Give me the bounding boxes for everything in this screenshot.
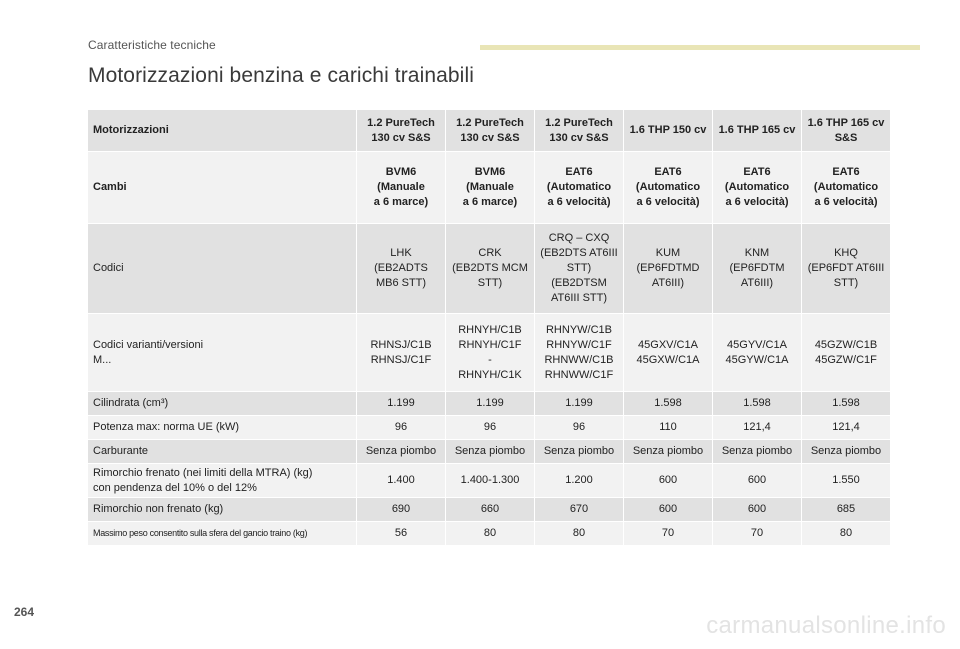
table-cell: Senza piombo [713, 440, 802, 464]
table-cell: 1.200 [535, 464, 624, 498]
table-cell: 45GZW/C1B 45GZW/C1F [802, 314, 891, 392]
table-cell: 110 [624, 416, 713, 440]
table-cell: 1.598 [624, 392, 713, 416]
table-cell: 600 [713, 498, 802, 522]
table-cell: Senza piombo [624, 440, 713, 464]
row-label: Rimorchio frenato (nei limiti della MTRA) (kg) con pendenza del 10% o del 12% [88, 464, 357, 498]
table-row [88, 416, 891, 440]
table-cell: 45GXV/C1A 45GXW/C1A [624, 314, 713, 392]
table-cell: RHNYW/C1B RHNYW/C1F RHNWW/C1B RHNWW/C1F [535, 314, 624, 392]
table-cell: RHNSJ/C1B RHNSJ/C1F [357, 314, 446, 392]
table-cell: CRK (EB2DTS MCM STT) [446, 224, 535, 314]
table-cell: EAT6 (Automatico a 6 velocità) [713, 152, 802, 224]
table-cell: 1.2 PureTech 130 cv S&S [535, 110, 624, 152]
table-cell: LHK (EB2ADTS MB6 STT) [357, 224, 446, 314]
table-cell: CRQ – CXQ (EB2DTS AT6III STT) (EB2DTSM AT6III STT) [535, 224, 624, 314]
table-cell: KHQ (EP6FDT AT6III STT) [802, 224, 891, 314]
table-cell: BVM6 (Manuale a 6 marce) [446, 152, 535, 224]
table-cell: 600 [624, 464, 713, 498]
table-cell: 70 [713, 522, 802, 546]
table-cell: 1.598 [802, 392, 891, 416]
table-cell: 96 [446, 416, 535, 440]
page-number: 264 [14, 605, 35, 619]
row-label: Carburante [88, 440, 357, 464]
page-title: Motorizzazioni benzina e carichi trainabili [88, 64, 474, 87]
table-cell: 1.199 [446, 392, 535, 416]
table-row [88, 498, 891, 522]
table-cell: 121,4 [802, 416, 891, 440]
table-cell: 685 [802, 498, 891, 522]
table-row [88, 152, 891, 224]
row-label: Codici [88, 224, 357, 314]
section-label: Caratteristiche tecniche [88, 38, 216, 52]
table-cell: 600 [713, 464, 802, 498]
table-cell: EAT6 (Automatico a 6 velocità) [802, 152, 891, 224]
table-cell: 1.6 THP 165 cv S&S [802, 110, 891, 152]
table-cell: 670 [535, 498, 624, 522]
row-label: Potenza max: norma UE (kW) [88, 416, 357, 440]
table-cell: 1.199 [535, 392, 624, 416]
table-row [88, 392, 891, 416]
table-cell: Senza piombo [357, 440, 446, 464]
table-cell: 96 [357, 416, 446, 440]
table-cell: KNM (EP6FDTM AT6III) [713, 224, 802, 314]
table-cell: 121,4 [713, 416, 802, 440]
engine-specs-table [87, 109, 891, 546]
header-accent-bar [480, 45, 920, 50]
table-cell: 1.199 [357, 392, 446, 416]
table-cell: 1.2 PureTech 130 cv S&S [357, 110, 446, 152]
table-cell: 1.598 [713, 392, 802, 416]
table-cell: 45GYV/C1A 45GYW/C1A [713, 314, 802, 392]
table-cell: Senza piombo [802, 440, 891, 464]
table-cell: Senza piombo [446, 440, 535, 464]
table-cell: 1.550 [802, 464, 891, 498]
table-cell: 1.400-1.300 [446, 464, 535, 498]
row-label: Massimo peso consentito sulla sfera del gancio traino (kg) [88, 522, 357, 546]
table-cell: 1.6 THP 165 cv [713, 110, 802, 152]
row-label: Rimorchio non frenato (kg) [88, 498, 357, 522]
table-cell: BVM6 (Manuale a 6 marce) [357, 152, 446, 224]
table-cell: 600 [624, 498, 713, 522]
table-row [88, 464, 891, 498]
row-label: Codici varianti/versioni M... [88, 314, 357, 392]
table-cell: Senza piombo [535, 440, 624, 464]
table-cell: 690 [357, 498, 446, 522]
table-cell: 80 [802, 522, 891, 546]
table-cell: 1.2 PureTech 130 cv S&S [446, 110, 535, 152]
table-cell: 80 [535, 522, 624, 546]
row-label: Cambi [88, 152, 357, 224]
table-row [88, 224, 891, 314]
table-cell: 1.6 THP 150 cv [624, 110, 713, 152]
table-cell: RHNYH/C1B RHNYH/C1F - RHNYH/C1K [446, 314, 535, 392]
table-row [88, 522, 891, 546]
table-cell: KUM (EP6FDTMD AT6III) [624, 224, 713, 314]
table-cell: 1.400 [357, 464, 446, 498]
table-cell: EAT6 (Automatico a 6 velocità) [624, 152, 713, 224]
table-cell: 96 [535, 416, 624, 440]
table-cell: 660 [446, 498, 535, 522]
table-cell: 80 [446, 522, 535, 546]
row-label: Motorizzazioni [88, 110, 357, 152]
table-cell: 56 [357, 522, 446, 546]
table-cell: EAT6 (Automatico a 6 velocità) [535, 152, 624, 224]
row-label: Cilindrata (cm³) [88, 392, 357, 416]
table-row [88, 440, 891, 464]
table-row [88, 110, 891, 152]
table-row [88, 314, 891, 392]
watermark: carmanualsonline.info [706, 612, 946, 639]
table-cell: 70 [624, 522, 713, 546]
